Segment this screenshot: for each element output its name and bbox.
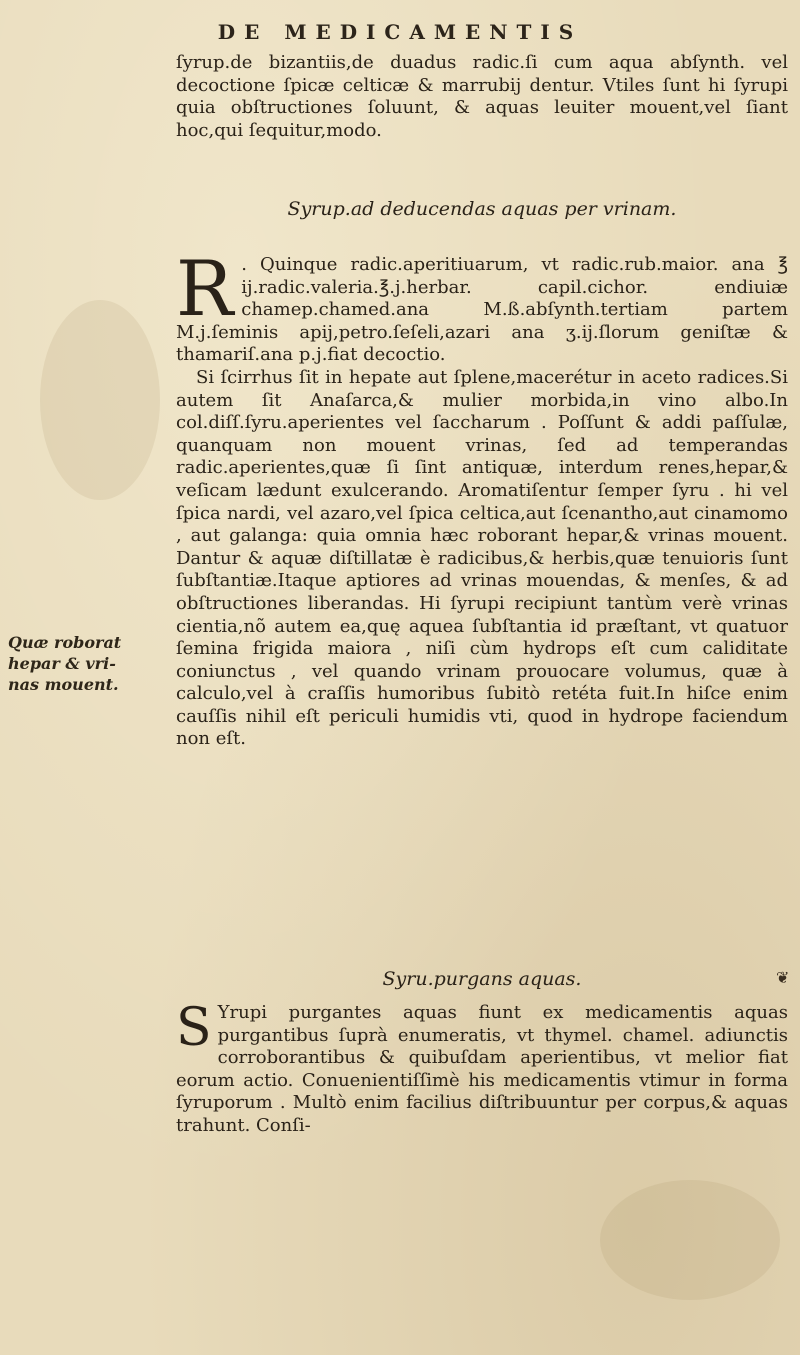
- section-heading-1: Syrup.ad deducendas aquas per vrinam.: [287, 198, 677, 220]
- paragraph-2: Si ſcirrhus ſit in hepate aut ſplene,macerétur in aceto radices.Si autem ſit Anaſarca,& mulier morbida,in vino albo.In col.diſſ.ſyru.aperientes vel ſaccharum . Poſſunt & addi paſſulæ, quanquam non mouent vrinas, ſed ad temperandas radic.aperientes,quæ ſi ſint antiquæ, interdum renes,hepar,& veſicam lædunt exulcerando. Aromatiſentur ſemper ſyru . hi vel ſpica nardi, vel azaro,vel ſpica celtica,aut ſcenantho,aut cinamomo , aut galanga: quia omnia hæc roborant hepar,& vrinas mouent. Dantur & aquæ diſtillatæ è radicibus,& herbis,quæ tenuioris ſunt ſubſtantiæ.Itaque aptiores ad vrinas mouendas, & menſes, & ad obſtructiones liberandas. Hi ſyrupi recipiunt tantùm verè vrinas cientia,nõ autem ea,quę aquea ſubſtantia id præſtant, vt quatuor ſemina frigida maiora , niſi cùm hydrops eſt cum caliditate coniunctus , vel quando vrinam prouocare volumus, quæ à calculo,vel à craſſis humoribus ſubitò retéta fuit.In hiſce enim cauſſis nihil eſt periculi humidis vti, quod in hydrope faciendum non eſt.: [176, 366, 788, 750]
- recipe-text: . Quinque radic.aperitiuarum, vt radic.rub.maior. ana ℥ ij.radic.valeria.℥.j.herbar. capil.cichor. endiuiæ chamep.chamed.ana M.ß.abſynth.tertiam partem M.j.ſeminis apij,petro.ſeſeli,azari ana ʒ.ij.ſlorum geniſtæ & thamariſ.ana p.j.fiat decoctio.: [176, 254, 788, 366]
- running-head: DE MEDICAMENTIS: [217, 20, 583, 44]
- paper-stain: [600, 1180, 780, 1300]
- paragraph-3: [176, 998, 788, 1138]
- paragraph-3-block: [176, 998, 788, 1138]
- recipe-block: [176, 244, 788, 751]
- drop-cap-r: R: [176, 244, 234, 333]
- ornament-icon: ❦: [776, 968, 790, 987]
- margin-note-line: Quæ roborat: [8, 633, 122, 652]
- section-heading-2: Syru.purgans aquas.: [382, 968, 582, 990]
- margin-note-line: hepar & vri-: [8, 654, 116, 673]
- recipe-paragraph: [176, 244, 788, 367]
- margin-note: [8, 632, 178, 695]
- margin-note-line: nas mouent.: [8, 675, 119, 694]
- paragraph-1: ſyrup.de bizantiis,de duadus radic.ſi cum aqua abſynth. vel decoctione ſpicæ celticæ & marrubij dentur. Vtiles ſunt hi ſyrupi quia obſtructiones ſoluunt, & aquas leuiter mouent,vel ſiant hoc,qui ſequitur,modo.: [176, 52, 788, 141]
- paragraph-3-text: Yrupi purgantes aquas fiunt ex medicamentis aquas purgantibus ſuprà enumeratis, vt thymel. chamel. adiunctis corroborantibus & quibuſdam aperientibus, vt melior fiat eorum actio. Conuenientiſſimè his medicamentis vtimur in forma ſyruporum . Multò enim facilius diſtribuuntur per corpus,& aquas trahunt. Conſi-: [176, 1002, 788, 1136]
- drop-cap-s: S: [176, 998, 212, 1058]
- paper-stain: [40, 300, 160, 500]
